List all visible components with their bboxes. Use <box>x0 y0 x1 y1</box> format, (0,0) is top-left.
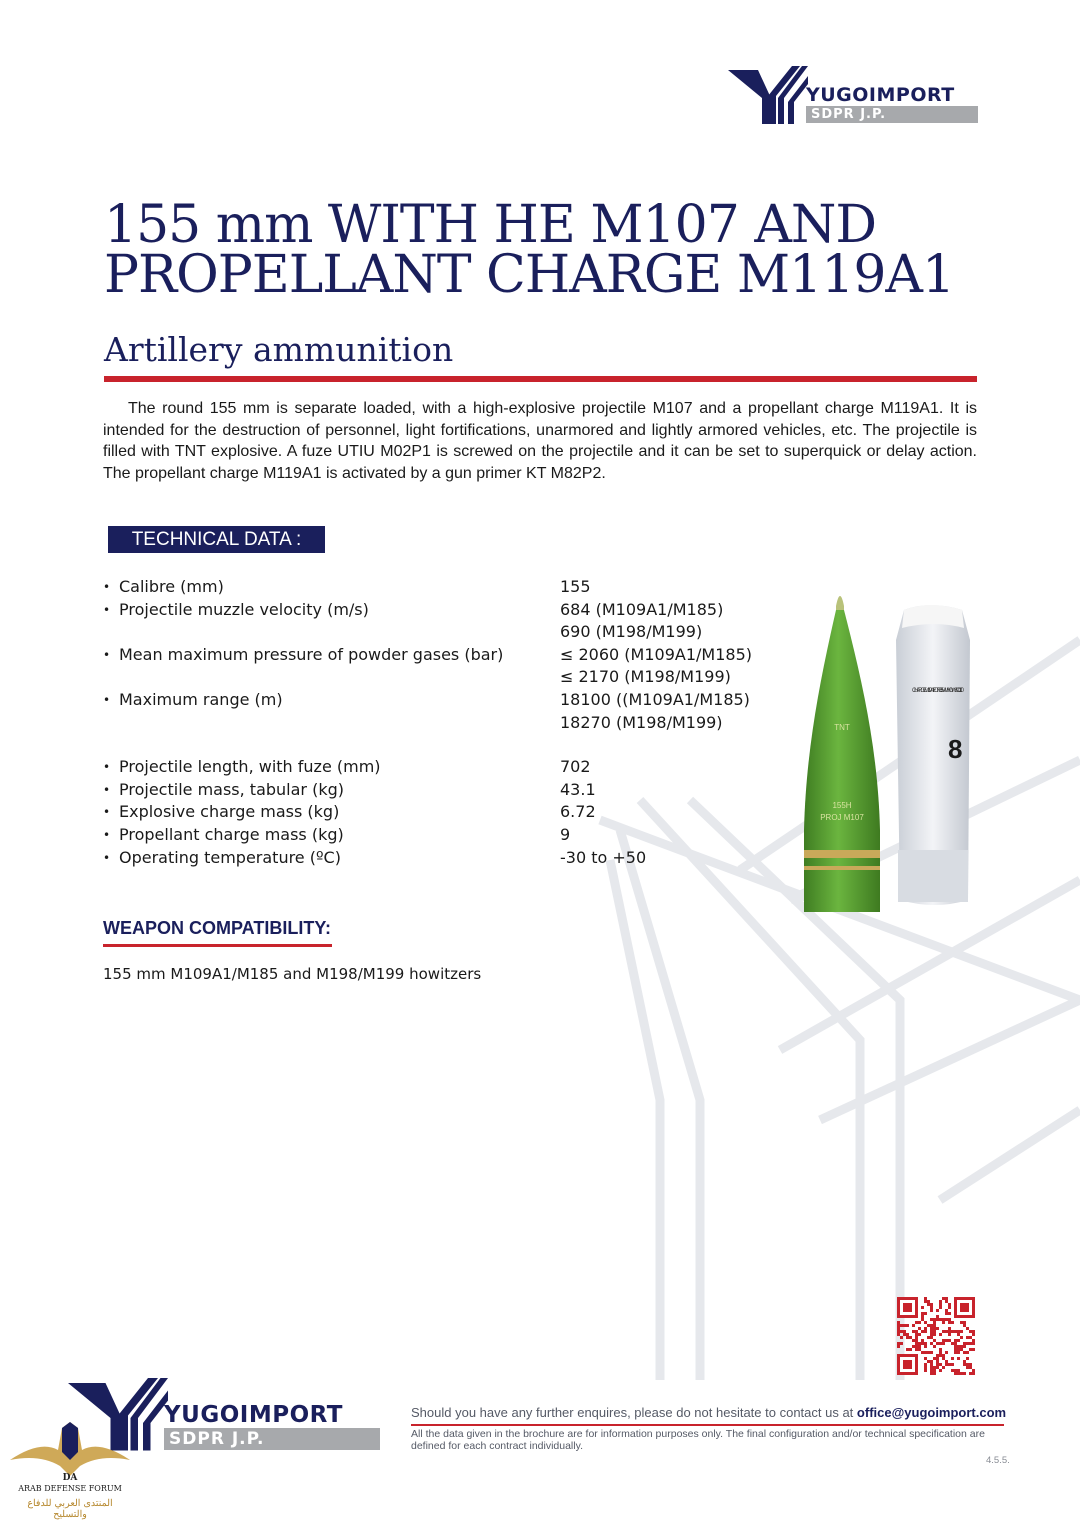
spec-label: Mean maximum pressure of powder gases (bar) <box>119 644 504 664</box>
qr-module <box>933 1333 936 1336</box>
technical-data-list <box>103 576 763 869</box>
qr-module <box>933 1339 936 1342</box>
qr-module <box>942 1339 945 1342</box>
page-subtitle: Artillery ammunition <box>104 330 454 369</box>
bullet-icon: • <box>103 827 111 842</box>
qr-module <box>945 1312 948 1315</box>
qr-module <box>906 1348 909 1351</box>
bullet-icon <box>103 712 119 735</box>
qr-module <box>942 1354 945 1357</box>
spec-value: 9 <box>560 824 571 844</box>
qr-module <box>948 1363 951 1366</box>
disclaimer: All the data given in the brochure are for information purposes only. The final configuration and/or technical specification are defined for each contract individually. <box>411 1428 985 1452</box>
title-line-1: 155 mm WITH HE M107 AND <box>104 195 877 255</box>
bullet-icon: • <box>103 760 111 775</box>
qr-module <box>939 1333 942 1336</box>
qr-module <box>930 1363 933 1366</box>
bullet-icon <box>103 621 119 644</box>
projectile-m107 <box>804 596 880 912</box>
qr-module <box>930 1366 933 1369</box>
qr-module <box>930 1369 933 1372</box>
technical-data-heading: TECHNICAL DATA : <box>108 526 325 553</box>
qr-module <box>945 1330 948 1333</box>
qr-module <box>912 1345 915 1348</box>
qr-module <box>972 1330 975 1333</box>
qr-module <box>933 1366 936 1369</box>
qr-module <box>939 1354 942 1357</box>
spec-value: ≤ 2060 (M109A1/M185) <box>560 644 752 664</box>
qr-module <box>966 1363 969 1366</box>
qr-module <box>906 1324 909 1327</box>
spec-value: -30 to +50 <box>560 847 647 867</box>
qr-module <box>936 1366 939 1369</box>
spec-row <box>103 824 763 847</box>
qr-module <box>900 1336 903 1339</box>
qr-module <box>933 1330 936 1333</box>
qr-module <box>942 1366 945 1369</box>
qr-module <box>915 1333 918 1336</box>
qr-module <box>936 1360 939 1363</box>
title-divider <box>104 376 977 382</box>
qr-module <box>921 1351 924 1354</box>
qr-module <box>948 1321 951 1324</box>
projectile-label-tnt: TNT <box>834 723 850 732</box>
spec-label: Projectile mass, tabular (kg) <box>119 779 344 799</box>
spec-row <box>103 847 763 870</box>
qr-module <box>939 1342 942 1345</box>
spec-row <box>103 666 763 689</box>
qr-module <box>939 1300 942 1303</box>
qr-module <box>939 1318 942 1321</box>
spec-row <box>103 779 763 802</box>
spec-label: Calibre (mm) <box>119 577 224 596</box>
qr-module <box>933 1345 936 1348</box>
qr-module <box>951 1342 954 1345</box>
qr-module <box>927 1324 930 1327</box>
qr-module <box>942 1342 945 1345</box>
spec-row <box>103 712 763 735</box>
bullet-icon <box>103 666 119 689</box>
spec-value: 18270 (M198/M199) <box>560 712 723 732</box>
brand-subname: SDPR J.P. <box>806 106 978 123</box>
qr-module <box>930 1306 933 1309</box>
qr-module <box>915 1321 918 1324</box>
qr-module <box>927 1303 930 1306</box>
qr-module <box>948 1303 951 1306</box>
qr-module <box>960 1330 963 1333</box>
qr-module <box>954 1339 957 1342</box>
qr-module <box>930 1303 933 1306</box>
qr-module <box>957 1357 960 1360</box>
qr-module <box>939 1306 942 1309</box>
qr-module <box>927 1336 930 1339</box>
qr-module <box>936 1363 939 1366</box>
qr-module <box>936 1327 939 1330</box>
qr-module <box>936 1342 939 1345</box>
qr-module <box>948 1339 951 1342</box>
qr-module <box>969 1330 972 1333</box>
contact-underline <box>411 1424 1004 1426</box>
qr-module <box>927 1351 930 1354</box>
qr-module <box>951 1321 954 1324</box>
forum-name-arabic: المنتدى العربي للدفاع والتسليح <box>27 1498 113 1520</box>
qr-module <box>930 1324 933 1327</box>
bullet-icon: • <box>103 692 111 707</box>
bullet-icon: • <box>103 782 111 797</box>
compatibility-underline <box>103 944 332 947</box>
qr-module <box>963 1360 966 1363</box>
qr-finder <box>903 1303 912 1312</box>
qr-module <box>921 1315 924 1318</box>
qr-module <box>936 1315 939 1318</box>
qr-module <box>948 1327 951 1330</box>
qr-module <box>960 1348 963 1351</box>
qr-module <box>924 1363 927 1366</box>
bullet-icon: • <box>103 850 111 865</box>
spec-label: Operating temperature (ºC) <box>119 847 341 867</box>
qr-module <box>951 1369 954 1372</box>
spec-label: Propellant charge mass (kg) <box>119 824 344 844</box>
qr-module <box>924 1351 927 1354</box>
bullet-icon: • <box>103 805 111 820</box>
spec-row <box>103 756 763 779</box>
qr-module <box>915 1330 918 1333</box>
spec-label <box>119 712 560 735</box>
compatibility-text: 155 mm M109A1/M185 and M198/M199 howitzers <box>103 965 482 983</box>
qr-module <box>915 1348 918 1351</box>
qr-module <box>954 1345 957 1348</box>
qr-module <box>897 1321 900 1324</box>
qr-module <box>972 1348 975 1351</box>
qr-module <box>954 1348 957 1351</box>
qr-module <box>924 1366 927 1369</box>
spec-spacer <box>103 734 763 756</box>
qr-module <box>945 1363 948 1366</box>
spec-value: 18100 ((M109A1/M185) <box>560 689 750 709</box>
qr-module <box>933 1318 936 1321</box>
qr-module <box>933 1324 936 1327</box>
qr-module <box>957 1345 960 1348</box>
qr-module <box>921 1342 924 1345</box>
intro-paragraph: The round 155 mm is separate loaded, with a high-explosive projectile M107 and a propellant charge M119A1. It is intended for the destruction of personnel, light fortifications, unarmored and lightly armored vehicles, etc. The projectile is filled with TNT explosive. A fuze UTIU M02P1 is screwed on the projectile and it can be set to superquick or delay action. The propellant charge M119A1 is activated by a gun primer KT M82P2. <box>103 400 977 482</box>
qr-module <box>930 1372 933 1375</box>
qr-module <box>954 1351 957 1354</box>
qr-module <box>918 1348 921 1351</box>
qr-module <box>966 1342 969 1345</box>
qr-module <box>945 1309 948 1312</box>
qr-module <box>930 1336 933 1339</box>
qr-module <box>924 1321 927 1324</box>
qr-module <box>945 1360 948 1363</box>
charge-number: 8 <box>948 734 963 764</box>
arab-defense-forum-watermark <box>10 1420 130 1520</box>
spec-label: Explosive charge mass (kg) <box>119 802 340 822</box>
qr-module <box>915 1339 918 1342</box>
qr-module <box>960 1336 963 1339</box>
qr-module <box>897 1342 900 1345</box>
spec-row <box>103 599 763 622</box>
qr-module <box>921 1312 924 1315</box>
qr-module <box>918 1345 921 1348</box>
qr-module <box>957 1372 960 1375</box>
qr-module <box>963 1372 966 1375</box>
spec-value: 684 (M109A1/M185) <box>560 599 724 619</box>
yugoimport-logo-top <box>728 66 978 126</box>
qr-module <box>897 1327 900 1330</box>
qr-module <box>951 1357 954 1360</box>
qr-finder <box>960 1303 969 1312</box>
bullet-icon: • <box>103 602 111 617</box>
spec-label: Maximum range (m) <box>119 689 283 709</box>
spec-label: Projectile length, with fuze (mm) <box>119 757 381 777</box>
qr-module <box>939 1303 942 1306</box>
qr-module <box>924 1369 927 1372</box>
compatibility-heading: WEAPON COMPATIBILITY: <box>103 918 331 938</box>
qr-module <box>930 1330 933 1333</box>
qr-module <box>930 1318 933 1321</box>
brand-subname-footer: SDPR J.P. <box>164 1428 380 1450</box>
qr-module <box>960 1321 963 1324</box>
qr-module <box>963 1345 966 1348</box>
qr-module <box>972 1369 975 1372</box>
spec-label <box>119 621 560 644</box>
qr-module <box>924 1342 927 1345</box>
qr-module <box>945 1300 948 1303</box>
qr-module <box>915 1336 918 1339</box>
qr-module <box>915 1345 918 1348</box>
qr-module <box>942 1330 945 1333</box>
qr-module <box>909 1336 912 1339</box>
spec-value: ≤ 2170 (M198/M199) <box>560 667 731 687</box>
qr-module <box>921 1330 924 1333</box>
qr-module <box>948 1318 951 1321</box>
brand-name: YUGOIMPORT <box>806 84 955 106</box>
qr-module <box>918 1333 921 1336</box>
qr-module <box>966 1327 969 1330</box>
qr-module <box>957 1351 960 1354</box>
qr-module <box>936 1318 939 1321</box>
qr-module <box>918 1321 921 1324</box>
qr-module <box>915 1342 918 1345</box>
document-code: 4.5.5. <box>986 1455 1010 1466</box>
qr-module <box>969 1363 972 1366</box>
qr-module <box>930 1333 933 1336</box>
projectile-label-caliber: 155H <box>832 801 852 810</box>
qr-module <box>972 1333 975 1336</box>
qr-module <box>969 1372 972 1375</box>
qr-module <box>948 1312 951 1315</box>
qr-module <box>933 1369 936 1372</box>
qr-module <box>930 1309 933 1312</box>
qr-module <box>945 1351 948 1354</box>
qr-module <box>957 1348 960 1351</box>
qr-module <box>903 1324 906 1327</box>
qr-module <box>963 1351 966 1354</box>
qr-module <box>897 1345 900 1348</box>
spec-row <box>103 621 763 644</box>
qr-module <box>969 1342 972 1345</box>
qr-module <box>939 1369 942 1372</box>
qr-module <box>948 1330 951 1333</box>
qr-module <box>963 1363 966 1366</box>
qr-module <box>948 1333 951 1336</box>
qr-module <box>957 1330 960 1333</box>
qr-module <box>903 1333 906 1336</box>
qr-module <box>921 1318 924 1321</box>
qr-module <box>927 1300 930 1303</box>
qr-module <box>966 1336 969 1339</box>
qr-module <box>969 1366 972 1369</box>
qr-module <box>945 1339 948 1342</box>
qr-module <box>939 1348 942 1351</box>
qr-module <box>963 1324 966 1327</box>
qr-module <box>954 1369 957 1372</box>
qr-module <box>924 1300 927 1303</box>
qr-module <box>942 1357 945 1360</box>
yugoimport-emblem-icon <box>728 66 808 126</box>
qr-module <box>909 1348 912 1351</box>
qr-module <box>906 1333 909 1336</box>
qr-module <box>945 1318 948 1321</box>
spec-value: 6.72 <box>560 802 596 822</box>
qr-module <box>957 1333 960 1336</box>
qr-module <box>930 1327 933 1330</box>
qr-module <box>954 1330 957 1333</box>
qr-module <box>966 1366 969 1369</box>
qr-module <box>936 1357 939 1360</box>
qr-module <box>933 1321 936 1324</box>
forum-name: ARAB DEFENSE FORUM <box>18 1484 122 1493</box>
qr-module <box>963 1342 966 1345</box>
qr-finder <box>903 1360 912 1369</box>
qr-module <box>936 1354 939 1357</box>
ammunition-photo <box>800 580 1000 920</box>
qr-module <box>954 1372 957 1375</box>
spec-row <box>103 644 763 667</box>
qr-module <box>930 1360 933 1363</box>
qr-module <box>939 1363 942 1366</box>
projectile-label-model: PROJ M107 <box>820 813 864 822</box>
qr-module <box>972 1339 975 1342</box>
spec-value: 702 <box>560 757 591 777</box>
qr-module <box>954 1342 957 1345</box>
qr-module <box>924 1330 927 1333</box>
qr-module <box>939 1351 942 1354</box>
contact-line <box>411 1405 1006 1420</box>
qr-module <box>924 1297 927 1300</box>
qr-module <box>897 1333 900 1336</box>
qr-module <box>960 1345 963 1348</box>
qr-module <box>951 1363 954 1366</box>
qr-module <box>942 1321 945 1324</box>
bullet-icon: • <box>103 647 111 662</box>
qr-module <box>924 1327 927 1330</box>
qr-module <box>930 1351 933 1354</box>
qr-module <box>933 1327 936 1330</box>
qr-module <box>963 1321 966 1324</box>
forum-emblem-icon <box>10 1420 130 1482</box>
qr-module <box>957 1369 960 1372</box>
qr-module <box>897 1330 900 1333</box>
bullet-icon: • <box>103 580 111 594</box>
qr-module <box>900 1324 903 1327</box>
qr-module <box>966 1351 969 1354</box>
qr-module <box>921 1306 924 1309</box>
title-line-2: PROPELLANT CHARGE M119A1 <box>104 245 955 305</box>
qr-module <box>921 1339 924 1342</box>
qr-module <box>924 1312 927 1315</box>
qr-module <box>903 1330 906 1333</box>
qr-module <box>957 1339 960 1342</box>
qr-module <box>927 1360 930 1363</box>
qr-module <box>966 1357 969 1360</box>
qr-module <box>906 1336 909 1339</box>
qr-module <box>972 1372 975 1375</box>
qr-module <box>930 1342 933 1345</box>
qr-module <box>900 1342 903 1345</box>
charge-label: CHARGE M119A1 FOR 155 MM HOW SC 01/10 <box>912 688 964 694</box>
qr-module <box>933 1357 936 1360</box>
page-title <box>104 195 1004 305</box>
qr-module <box>912 1324 915 1327</box>
qr-module <box>924 1345 927 1348</box>
qr-module <box>972 1342 975 1345</box>
qr-module <box>918 1327 921 1330</box>
qr-module <box>942 1297 945 1300</box>
qr-module <box>924 1357 927 1360</box>
qr-module <box>912 1339 915 1342</box>
spec-value: 43.1 <box>560 779 596 799</box>
qr-module <box>951 1330 954 1333</box>
qr-module <box>933 1372 936 1375</box>
qr-module <box>897 1324 900 1327</box>
spec-value: 690 (M198/M199) <box>560 622 703 642</box>
qr-module <box>900 1330 903 1333</box>
qr-module <box>942 1318 945 1321</box>
qr-module <box>960 1372 963 1375</box>
brand-name-footer: YUGOIMPORT <box>164 1402 343 1428</box>
qr-module <box>969 1336 972 1339</box>
spec-row <box>103 576 763 599</box>
qr-module <box>948 1306 951 1309</box>
enquiry-text: Should you have any further enquires, please do not hesitate to contact us at <box>411 1405 854 1420</box>
forum-initials: DA <box>62 1473 78 1482</box>
qr-module <box>912 1330 915 1333</box>
qr-module <box>936 1309 939 1312</box>
qr-module <box>945 1297 948 1300</box>
qr-code[interactable] <box>897 1297 975 1375</box>
propellant-charge-m119a1 <box>896 605 970 905</box>
qr-module <box>969 1348 972 1351</box>
spec-row <box>103 689 763 712</box>
qr-module <box>918 1342 921 1345</box>
spec-label: Projectile muzzle velocity (m/s) <box>119 599 369 619</box>
spec-row <box>103 801 763 824</box>
spec-label <box>119 666 560 689</box>
spec-value: 155 <box>560 577 591 596</box>
contact-email-link[interactable]: office@yugoimport.com <box>856 1405 1007 1420</box>
